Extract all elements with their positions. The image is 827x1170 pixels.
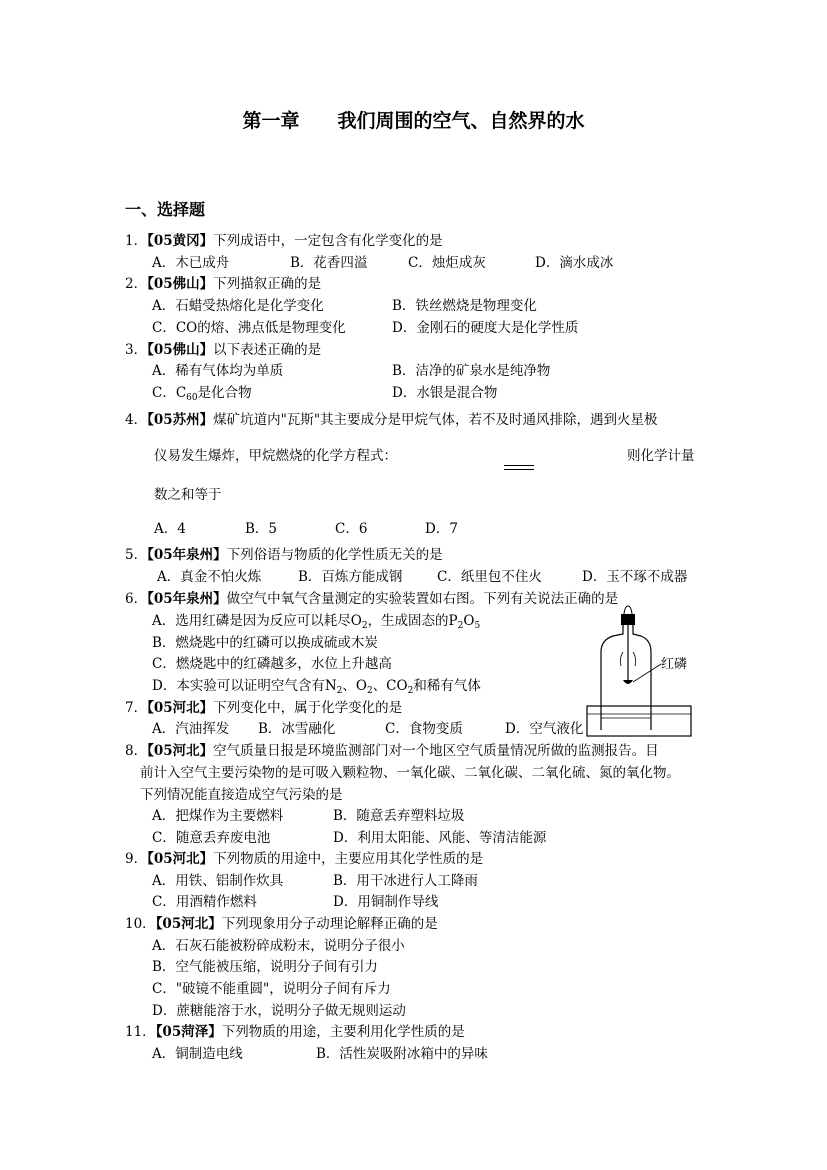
question-tag: 【05佛山】 [147, 342, 214, 358]
option-c: C．CO的熔、沸点低是物理变化 [152, 320, 346, 336]
option-a: A．石蜡受热熔化是化学变化 [152, 298, 324, 314]
question-stem: 空气质量日报是环境监测部门对一个地区空气质量情况所做的监测报告。目 [213, 743, 659, 759]
option-d: D．水银是混合物 [392, 385, 498, 401]
question-number: 9． [125, 851, 148, 867]
red-phosphorus-label: 红磷 [661, 657, 688, 672]
option-b: B．5 [245, 521, 278, 537]
option-b: B．百炼方能成钢 [298, 569, 403, 585]
question-number: 11． [125, 1024, 156, 1040]
option-b: B．铁丝燃烧是物理变化 [392, 298, 537, 314]
question-number: 10． [125, 916, 156, 932]
question-number: 3． [125, 342, 148, 358]
question-number: 5． [125, 547, 148, 563]
option-a: A．汽油挥发 [152, 721, 230, 737]
option-a: A．真金不怕火炼 [157, 569, 262, 585]
question-tag: 【05苏州】 [147, 412, 214, 428]
question-number: 6． [125, 591, 148, 607]
question-number: 4． [125, 412, 148, 428]
option-c: C．6 [335, 521, 368, 537]
option-b: B．冰雪融化 [258, 721, 336, 737]
chapter-name: 我们周围的空气、自然界的水 [337, 110, 585, 132]
question-4-line-2: 仪易发生爆炸，甲烷燃烧的化学方程式： [154, 448, 397, 464]
option-b: B．用干冰进行人工降雨 [333, 873, 478, 889]
option-b: B．活性炭吸附冰箱中的异味 [316, 1046, 488, 1062]
question-10 [125, 915, 438, 933]
option-a: A．稀有气体均为单质 [152, 363, 284, 379]
option-b: B．空气能被压缩，说明分子间有引力 [152, 959, 378, 975]
question-tag: 【05年泉州】 [147, 547, 227, 563]
question-stem: 以下表述正确的是 [213, 342, 322, 358]
question-11 [125, 1023, 465, 1041]
option-b: B．洁净的矿泉水是纯净物 [392, 363, 551, 379]
question-stem: 做空气中氧气含量测定的实验装置如右图。下列有关说法正确的是 [226, 591, 619, 607]
option-b: B．花香四溢 [290, 255, 368, 271]
option-c: C．纸里包不住火 [437, 569, 542, 585]
question-9 [125, 850, 483, 868]
question-number: 8． [125, 743, 148, 759]
option-c: C．燃烧匙中的红磷越多，水位上升越高 [152, 656, 392, 672]
question-4-line-2-right: 则化学计量 [627, 448, 695, 464]
option-c: C．$C_{60}$是化合物 [152, 385, 252, 403]
question-1 [125, 232, 443, 250]
question-tag: 【05佛山】 [147, 276, 214, 292]
question-6 [125, 590, 618, 608]
page-title [0, 106, 827, 133]
stopper [621, 614, 635, 625]
option-d: D．金刚石的硬度大是化学性质 [392, 320, 579, 336]
option-d: D．玉不琢不成器 [582, 569, 688, 585]
question-stem: 下列俗语与物质的化学性质无关的是 [226, 547, 443, 563]
question-4 [125, 411, 658, 429]
question-stem: 下列描叙正确的是 [213, 276, 322, 292]
question-8 [125, 742, 659, 760]
question-tag: 【05黄冈】 [147, 233, 214, 249]
question-tag: 【05菏泽】 [155, 1024, 222, 1040]
water-trough [587, 706, 691, 736]
question-8-line-2: 前计入空气主要污染物的是可吸入颗粒物、一氧化碳、二氧化碳、二氧化硫、氮的氧化物。 [140, 765, 680, 781]
section-heading: 一、选择题 [125, 200, 206, 219]
option-c: C．"破镜不能重圆"，说明分子间有斥力 [152, 981, 391, 997]
question-5 [125, 546, 443, 564]
option-d: D．用铜制作导线 [333, 894, 439, 910]
question-7 [125, 699, 402, 717]
option-a: A．选用红磷是因为反应可以耗尽$O_2$，生成固态的$P_2O_5$ [152, 613, 481, 631]
option-d: D．空气液化 [505, 721, 584, 737]
question-8-line-3: 下列情况能直接造成空气污染的是 [140, 787, 343, 803]
option-a: A．用铁、铝制作炊具 [152, 873, 284, 889]
chapter-number: 第一章 [242, 110, 300, 132]
question-tag: 【05河北】 [155, 916, 222, 932]
question-stem: 下列物质的用途中，主要应用其化学性质的是 [213, 851, 484, 867]
option-a: A．石灰石能被粉碎成粉末，说明分子很小 [152, 938, 405, 954]
question-stem: 下列成语中，一定包含有化学变化的是 [213, 233, 443, 249]
option-b: B．随意丢弃塑料垃圾 [333, 808, 465, 824]
question-3 [125, 341, 321, 359]
option-d: D．本实验可以证明空气含有$N_2$、$O_2$、$CO_2$和稀有气体 [152, 678, 481, 696]
question-stem: 下列物质的用途，主要利用化学性质的是 [221, 1024, 465, 1040]
question-stem: 煤矿坑道内"瓦斯"其主要成分是甲烷气体，若不及时通风排除，遇到火星极 [213, 412, 658, 428]
apparatus-figure [585, 600, 697, 738]
option-d: D．蔗糖能溶于水，说明分子做无规则运动 [152, 1003, 406, 1019]
question-number: 2． [125, 276, 148, 292]
option-b: B．燃烧匙中的红磷可以换成硫或木炭 [152, 635, 378, 651]
option-c: C．用酒精作燃料 [152, 894, 257, 910]
question-tag: 【05河北】 [147, 743, 214, 759]
question-stem: 下列现象用分子动理论解释正确的是 [221, 916, 438, 932]
option-d: D．7 [425, 521, 458, 537]
question-number: 1． [125, 233, 148, 249]
option-a: A．木已成舟 [152, 255, 230, 271]
question-tag: 【05年泉州】 [147, 591, 227, 607]
question-2 [125, 275, 321, 293]
option-c: C．烛炬成灰 [408, 255, 486, 271]
option-a: A．铜制造电线 [152, 1046, 243, 1062]
question-stem: 下列变化中，属于化学变化的是 [213, 700, 403, 716]
option-c: C．随意丢弃废电池 [152, 830, 271, 846]
question-tag: 【05河北】 [147, 700, 214, 716]
question-tag: 【05河北】 [147, 851, 214, 867]
question-number: 7． [125, 700, 148, 716]
option-a: A．把煤作为主要燃料 [152, 808, 284, 824]
option-a: A．4 [154, 521, 186, 537]
equation-sign [504, 465, 534, 470]
question-4-line-3: 数之和等于 [154, 487, 222, 503]
option-d: D．滴水成冰 [535, 255, 614, 271]
option-c: C．食物变质 [385, 721, 463, 737]
option-d: D．利用太阳能、风能、等清洁能源 [333, 830, 547, 846]
